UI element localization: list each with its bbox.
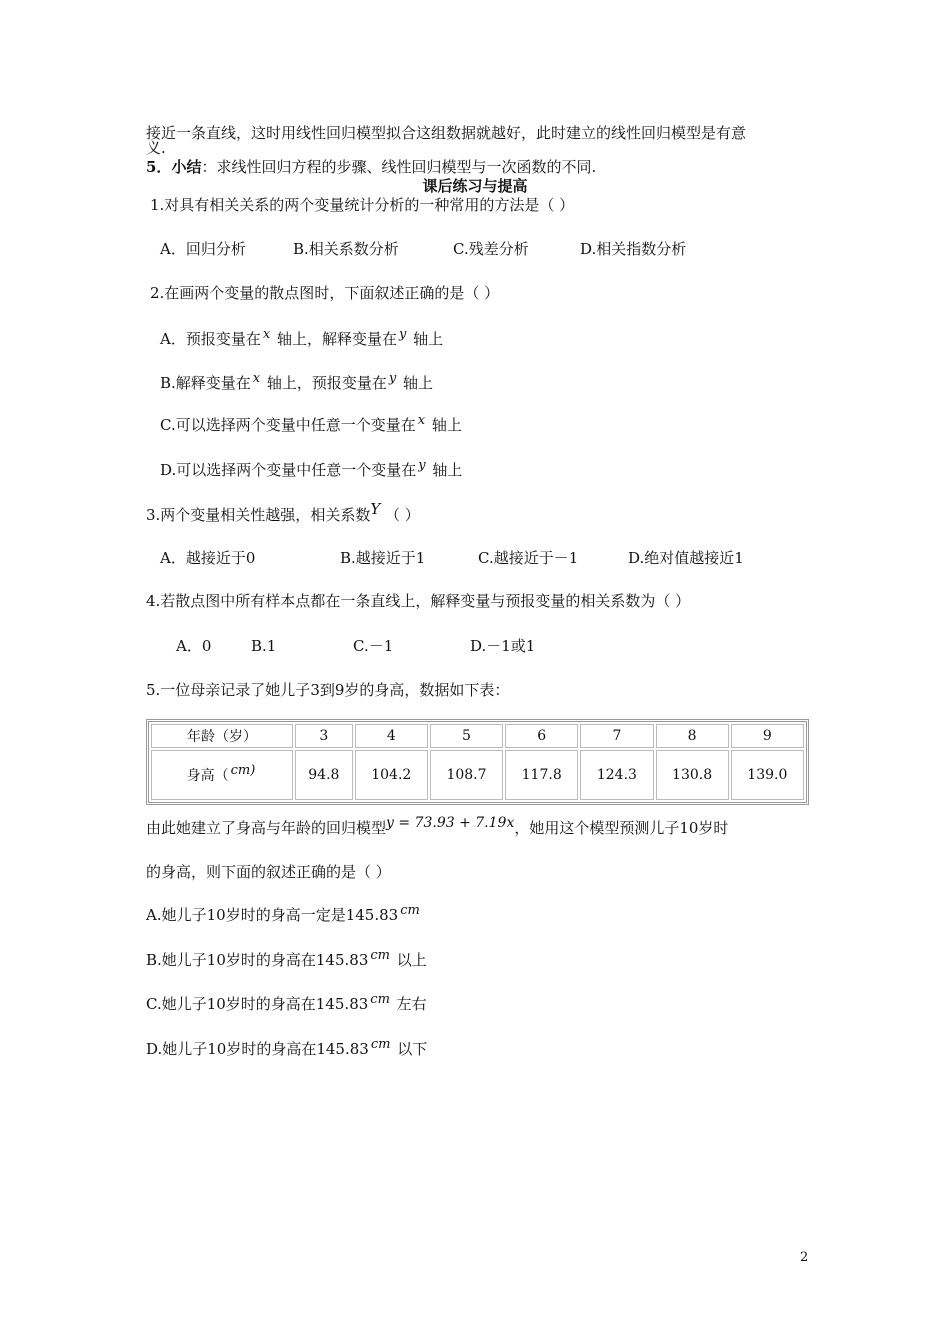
q5-option-a: A.她儿子10岁时的身高一定是145.83 cm	[146, 903, 420, 924]
table-row	[151, 750, 804, 800]
table-cell: 5	[430, 724, 503, 748]
q3-stem: 3.两个变量相关性越强，相关系数Y （ ）	[146, 500, 420, 524]
q5-model-line: 由此她建立了身高与年龄的回归模型y = 73.93 + 7.19x，她用这个模型预测儿子10岁时	[146, 815, 729, 837]
table-cell: 身高（ cm)	[151, 750, 293, 800]
q5-option-d: D.她儿子10岁时的身高在145.83 cm 以下	[146, 1037, 428, 1058]
table-cell: 7	[580, 724, 653, 748]
q2-option-a: A．预报变量在 x 轴上，解释变量在 y 轴上	[160, 327, 444, 348]
table-cell: 130.8	[656, 750, 729, 800]
unit-cm: cm	[370, 992, 390, 1007]
q5-stem: 5.一位母亲记录了她儿子3到9岁的身高，数据如下表：	[146, 681, 510, 699]
table-cell: 104.2	[355, 750, 428, 800]
section-title: 课后练习与提高	[422, 177, 528, 195]
q4-option-a: A．0	[176, 637, 212, 655]
variable-x: x	[417, 413, 426, 428]
q3-option-d: D.绝对值越接近1	[628, 549, 744, 567]
q5-option-c: C.她儿子10岁时的身高在145.83 cm 左右	[146, 992, 427, 1013]
unit-cm: cm	[370, 948, 390, 963]
q1-option-c: C.残差分析	[453, 240, 529, 258]
table-cell: 年龄（岁）	[151, 724, 293, 748]
q1-option-d: D.相关指数分析	[580, 240, 687, 258]
intro-line-2: 义.	[146, 139, 166, 157]
q5-model-line-2: 的身高，则下面的叙述正确的是（ ）	[146, 863, 391, 881]
table-cell: 117.8	[505, 750, 578, 800]
table-cell: 3	[295, 724, 353, 748]
q4-option-b: B.1	[251, 637, 277, 655]
unit-cm: cm)	[230, 763, 256, 778]
table-cell: 94.8	[295, 750, 353, 800]
variable-x: x	[262, 327, 271, 342]
table-cell: 4	[355, 724, 428, 748]
unit-cm: cm	[370, 1037, 391, 1052]
table-cell: 108.7	[430, 750, 503, 800]
q4-option-c: C.－1	[353, 637, 394, 655]
q3-option-c: C.越接近于－1	[478, 549, 579, 567]
q4-option-d: D.－1或1	[470, 637, 536, 655]
intro-line-1: 接近一条直线，这时用线性回归模型拟合这组数据就越好，此时建立的线性回归模型是有意	[146, 124, 747, 142]
variable-y: y	[388, 371, 397, 386]
q2-option-d: D.可以选择两个变量中任意一个变量在 y 轴上	[160, 458, 463, 479]
q3-option-a: A．越接近于0	[160, 549, 256, 567]
q3-option-b: B.越接近于1	[340, 549, 426, 567]
variable-x: x	[252, 371, 261, 386]
table-cell: 124.3	[580, 750, 653, 800]
summary-line	[146, 157, 596, 177]
unit-cm: cm	[400, 903, 420, 918]
summary-text: ：求线性回归方程的步骤、线性回归模型与一次函数的不同.	[201, 158, 597, 176]
table-cell: 139.0	[731, 750, 804, 800]
summary-label: 小结	[171, 158, 202, 176]
variable-y: y	[418, 458, 426, 473]
q5-option-b: B.她儿子10岁时的身高在145.83 cm 以上	[146, 948, 427, 969]
summary-number: 5．	[146, 158, 172, 176]
q1-stem: 1.对具有相关关系的两个变量统计分析的一种常用的方法是（ ）	[150, 196, 575, 214]
q4-stem: 4.若散点图中所有样本点都在一条直线上，解释变量与预报变量的相关系数为（ ）	[146, 592, 691, 610]
table-row	[151, 724, 804, 748]
height-age-table	[146, 719, 809, 805]
q2-option-b: B.解释变量在 x 轴上，预报变量在 y 轴上	[160, 371, 434, 392]
regression-equation: y = 73.93 + 7.19x	[386, 815, 515, 831]
q1-option-b: B.相关系数分析	[293, 240, 399, 258]
q2-option-c: C.可以选择两个变量中任意一个变量在 x 轴上	[160, 413, 462, 434]
variable-r: Y	[370, 500, 381, 518]
table-cell: 6	[505, 724, 578, 748]
q2-stem: 2.在画两个变量的散点图时，下面叙述正确的是（ ）	[150, 284, 500, 302]
variable-y: y	[398, 327, 407, 342]
q1-option-a: A．回归分析	[160, 240, 246, 258]
table-cell: 8	[656, 724, 729, 748]
page-number: 2	[800, 1250, 809, 1265]
table-cell: 9	[731, 724, 804, 748]
